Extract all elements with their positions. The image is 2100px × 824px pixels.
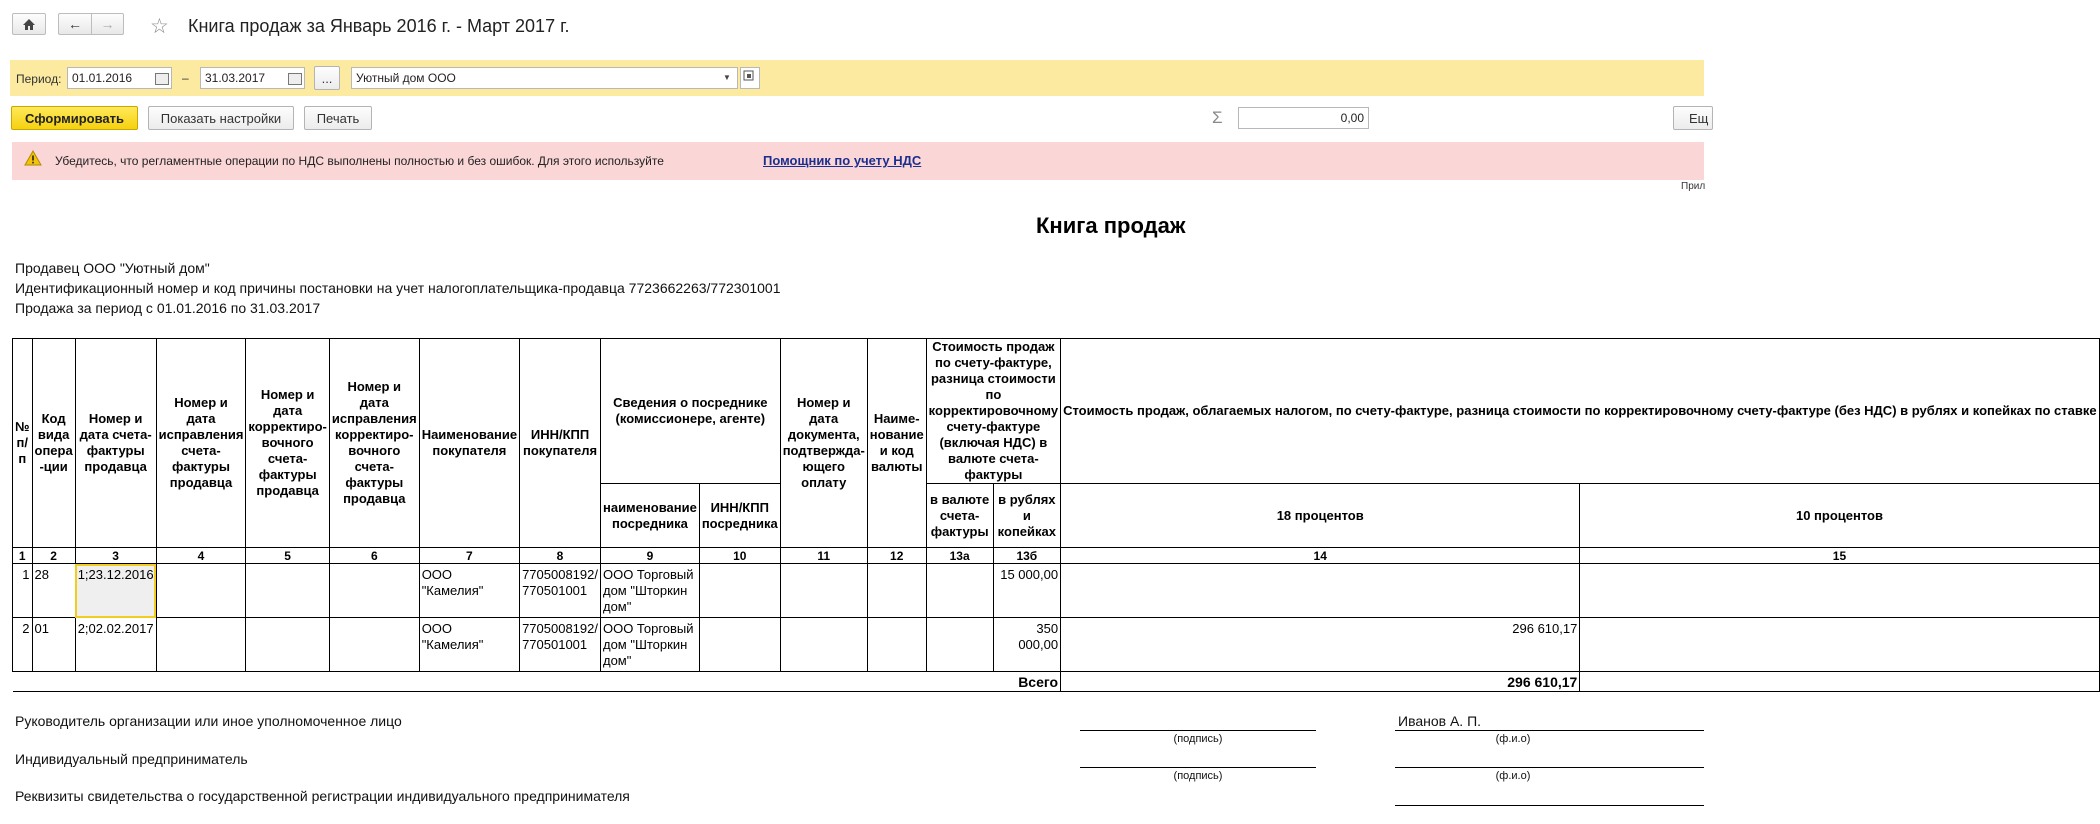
column-number: 13б [993,548,1060,564]
period-label: Период: [16,72,62,86]
empty-cell[interactable] [867,564,926,618]
column-number: 13а [926,548,993,564]
empty-cell[interactable] [699,564,780,618]
buyer-name[interactable]: ООО "Камелия" [419,618,519,672]
home-icon [22,18,36,31]
fio-line [1395,730,1704,731]
column-number: 7 [419,548,519,564]
warning-icon [24,150,42,166]
forward-button[interactable] [91,13,124,35]
signature-line [1080,767,1316,768]
header-cell: 10 процентов [1580,484,2099,548]
empty-cell[interactable] [156,564,246,618]
buyer-name[interactable]: ООО "Камелия" [419,564,519,618]
open-organization-button[interactable] [740,67,760,89]
period-from-input[interactable]: 01.01.2016 [67,67,172,89]
arrow-left-icon: ← [68,16,82,32]
head-name: Иванов А. П. [1398,713,1482,729]
header-cell: ИНН/КПП посредника [699,484,780,548]
fio-caption: (ф.и.о) [1495,770,1531,782]
empty-cell[interactable] [246,564,329,618]
show-settings-button[interactable]: Показать настройки [148,106,294,130]
agent-name[interactable]: ООО Торговый дом "Шторкин дом" [600,564,699,618]
header-cell: Наиме-нование и код валюты [867,339,926,548]
calendar-icon[interactable] [288,73,302,85]
column-number: 3 [75,548,156,564]
empty-cell[interactable] [699,618,780,672]
header-cell: Номер и дата документа, подтвержда-ющего оплату [780,339,867,548]
row-number[interactable]: 1 [13,564,33,618]
sales-book-table [12,338,2100,692]
amount-18[interactable]: 296 610,17 [1061,618,1580,672]
more-button[interactable]: Ещ [1673,106,1713,130]
header-cell: в рублях и копейках [993,484,1060,548]
empty-cell[interactable] [780,618,867,672]
agent-name[interactable]: ООО Торговый дом "Шторкин дом" [600,618,699,672]
header-cell: Номер и дата счета-фактуры продавца [75,339,156,548]
home-button[interactable] [12,13,46,35]
vat-helper-link[interactable]: Помощник по учету НДС [763,153,922,168]
header-cell: Номер и дата исправления счета-фактуры продавца [156,339,246,548]
empty-cell[interactable] [780,564,867,618]
amount-18[interactable] [1061,564,1580,618]
column-number: 10 [699,548,780,564]
column-number: 4 [156,548,246,564]
sum-field[interactable]: 0,00 [1238,107,1369,129]
back-button[interactable] [58,13,91,35]
header-cell: наименование посредника [600,484,699,548]
seller-line: Продавец ООО "Уютный дом" [15,260,210,276]
requisites-label: Реквизиты свидетельства о государственной регистрации индивидуального предпринимателя [15,788,630,804]
empty-cell[interactable] [1580,564,2099,618]
empty-cell[interactable] [329,564,419,618]
total-18: 296 610,17 [1061,672,1580,692]
column-number: 12 [867,548,926,564]
invoice-cell[interactable]: 2;02.02.2017 [75,618,156,672]
empty-cell [1580,672,2099,692]
operation-code[interactable]: 28 [32,564,75,618]
column-number: 2 [32,548,75,564]
calendar-icon[interactable] [155,73,169,85]
organization-select[interactable]: Уютный дом ООО [351,67,738,89]
header-cell: № п/п [13,339,33,548]
empty-cell[interactable] [156,618,246,672]
fio-caption: (ф.и.о) [1495,733,1531,745]
arrow-right-icon: → [100,16,115,32]
fio-line [1395,767,1704,768]
empty-cell[interactable] [926,564,993,618]
requisites-line [1395,805,1704,806]
table-row [13,564,2100,618]
print-button[interactable]: Печать [304,106,372,130]
empty-cell[interactable] [1580,618,2099,672]
column-number: 15 [1580,548,2099,564]
column-number: 9 [600,548,699,564]
operation-code[interactable]: 01 [32,618,75,672]
signature-caption: (подпись) [1173,733,1223,745]
entrepreneur-label: Индивидуальный предприниматель [15,751,248,767]
header-group-cell: Сведения о посреднике (комиссионере, агенте) [600,339,780,484]
warning-text: Убедитесь, что регламентные операции по НДС выполнены полностью и без ошибок. Для этого используйте [55,154,664,168]
column-number: 6 [329,548,419,564]
header-cell: Код вида опера -ции [32,339,75,548]
empty-cell[interactable] [329,618,419,672]
header-cell: Наименование покупателя [419,339,519,548]
header-cell: Номер и дата исправления корректиро-вочного счета-фактуры продавца [329,339,419,548]
row-number[interactable]: 2 [13,618,33,672]
amount-rub[interactable]: 15 000,00 [993,564,1060,618]
period-select-button[interactable]: ... [314,66,340,90]
report-title: Книга продаж [1036,213,1186,238]
buyer-inn[interactable]: 7705008192/ 770501001 [520,618,601,672]
column-number: 14 [1061,548,1580,564]
period-line: Продажа за период с 01.01.2016 по 31.03.2017 [15,300,321,316]
column-number: 11 [780,548,867,564]
empty-cell[interactable] [246,618,329,672]
header-cell: Номер и дата корректиро-вочного счета-фактуры продавца [246,339,329,548]
total-label: Всего [13,672,1061,692]
header-cell: в валюте счета-фактуры [926,484,993,548]
head-label: Руководитель организации или иное уполномоченное лицо [15,713,402,729]
signature-caption: (подпись) [1173,770,1223,782]
favorite-star-icon[interactable]: ☆ [150,15,169,38]
header-cell: ИНН/КПП покупателя [520,339,601,548]
window-title: Книга продаж за Январь 2016 г. - Март 2017 г. [188,16,570,36]
buyer-inn[interactable]: 7705008192/ 770501001 [520,564,601,618]
empty-cell[interactable] [867,618,926,672]
period-dash: – [182,71,189,85]
empty-cell[interactable] [926,618,993,672]
column-number: 5 [246,548,329,564]
amount-rub[interactable]: 350 000,00 [993,618,1060,672]
column-number: 8 [520,548,601,564]
header-group-cell: Стоимость продаж, облагаемых налогом, по счету-фактуре, разница стоимости по корректировочному счету-фактуре (без НДС) в рублях и копейках по ставке [1061,339,2100,484]
report-appendix-note: Прил [1681,181,1706,192]
chevron-down-icon[interactable]: ▼ [723,73,731,82]
period-to-input[interactable]: 31.03.2017 [200,67,305,89]
header-group-cell: Стоимость продаж по счету-фактуре, разница стоимости по корректировочному счету-фактуре (включая НДС) в валюте счета-фактуры [926,339,1060,484]
table-row [13,618,2100,672]
inn-line: Идентификационный номер и код причины постановки на учет налогоплательщика-продавца 7723662263/772301001 [15,280,781,296]
column-number: 1 [13,548,33,564]
open-link-icon [743,70,754,81]
signature-line [1080,730,1316,731]
generate-button[interactable]: Сформировать [11,106,138,130]
header-cell: 18 процентов [1061,484,1580,548]
sigma-icon: Σ [1212,108,1223,127]
invoice-cell-selected[interactable]: 1;23.12.2016 [75,564,156,618]
